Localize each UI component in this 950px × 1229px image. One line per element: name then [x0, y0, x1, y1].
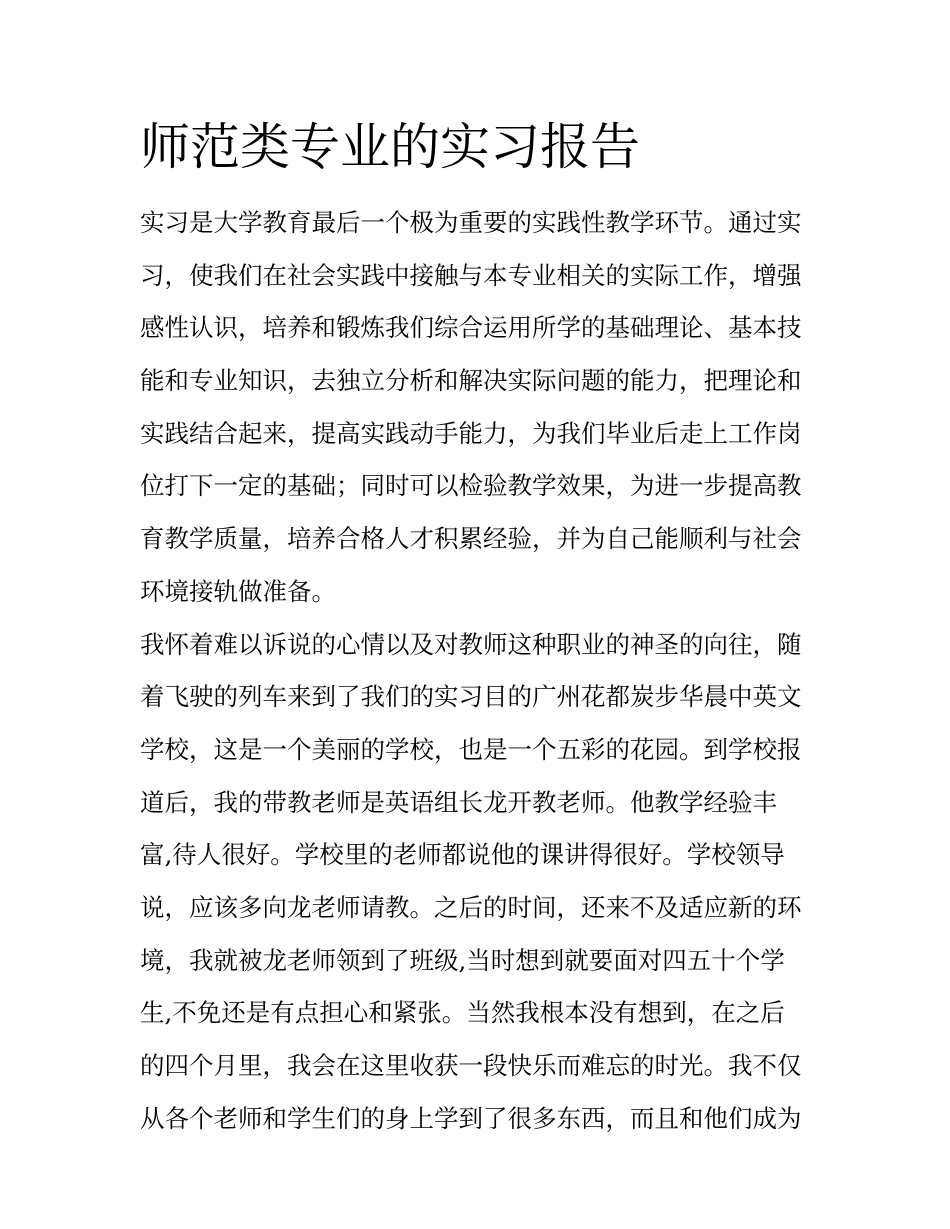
text-line: 习，使我们在社会实践中接触与本专业相关的实际工作，增强: [140, 260, 802, 290]
body-text: [140, 197, 820, 1145]
text-line: 富,待人很好。学校里的老师都说他的课讲得很好。学校领导: [140, 840, 785, 870]
text-line: 说，应该多向龙老师请教。之后的时间，还来不及适应新的环: [140, 892, 802, 922]
text-line: 的四个月里，我会在这里收获一段快乐而难忘的时光。我不仅: [140, 1051, 802, 1080]
text-line: 学校，这是一个美丽的学校，也是一个五彩的花园。到学校报: [140, 734, 802, 764]
text-line: 生,不免还是有点担心和紧张。当然我根本没有想到，在之后: [140, 998, 785, 1028]
text-line: 从各个老师和学生们的身上学到了很多东西，而且和他们成为: [140, 1103, 802, 1133]
text-line: 实践结合起来，提高实践动手能力，为我们毕业后走上工作岗: [140, 418, 802, 448]
text-line: 我怀着难以诉说的心情以及对教师这种职业的神圣的向往，随: [140, 629, 802, 659]
text-line: 环境接轨做准备。: [140, 576, 336, 606]
text-line: 育教学质量，培养合格人才积累经验，并为自己能顺利与社会: [140, 524, 802, 554]
text-line: 着飞驶的列车来到了我们的实习目的广州花都炭步华晨中英文: [140, 682, 802, 712]
text-line: 实习是大学教育最后一个极为重要的实践性教学环节。通过实: [140, 208, 802, 237]
text-line: 道后，我的带教老师是英语组长龙开教老师。他教学经验丰: [140, 787, 777, 817]
text-line: 境，我就被龙老师领到了班级,当时想到就要面对四五十个学: [140, 945, 785, 975]
text-line: 能和专业知识，去独立分析和解决实际问题的能力，把理论和: [140, 366, 802, 396]
page-title: 师范类专业的实习报告: [140, 118, 640, 176]
text-line: 位打下一定的基础；同时可以检验教学效果，为进一步提高教: [140, 471, 802, 501]
text-line: 感性认识，培养和锻炼我们综合运用所学的基础理论、基本技: [140, 313, 802, 343]
